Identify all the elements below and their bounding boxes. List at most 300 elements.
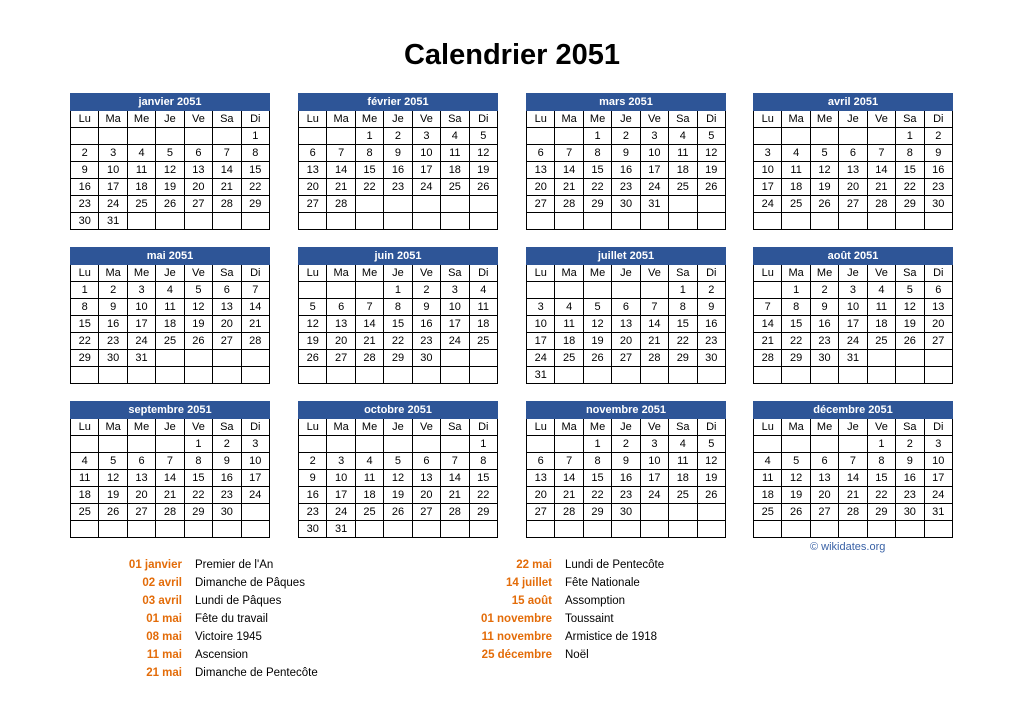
month-header: juillet 2051 xyxy=(527,248,726,265)
day-cell: 1 xyxy=(583,436,611,453)
day-cell: 29 xyxy=(469,504,497,521)
empty-day-cell xyxy=(412,213,440,230)
empty-day-cell xyxy=(127,521,155,538)
month-table xyxy=(526,401,726,538)
empty-day-cell xyxy=(583,213,611,230)
day-cell: 21 xyxy=(839,487,867,504)
day-cell: 6 xyxy=(839,145,867,162)
empty-day-cell xyxy=(213,350,241,367)
day-cell: 3 xyxy=(640,128,668,145)
empty-day-cell xyxy=(697,367,725,384)
weekday-label: Ve xyxy=(640,265,668,282)
day-cell: 26 xyxy=(299,350,327,367)
day-cell: 25 xyxy=(867,333,895,350)
day-cell: 30 xyxy=(697,350,725,367)
weekday-label: Ve xyxy=(867,265,895,282)
day-cell: 20 xyxy=(924,316,952,333)
weekday-label: Sa xyxy=(213,265,241,282)
day-cell: 7 xyxy=(754,299,782,316)
weekday-label: Me xyxy=(355,265,383,282)
day-cell: 28 xyxy=(327,196,355,213)
empty-day-cell xyxy=(441,367,469,384)
day-cell: 3 xyxy=(924,436,952,453)
empty-day-cell xyxy=(583,367,611,384)
day-cell: 16 xyxy=(99,316,127,333)
day-cell: 15 xyxy=(384,316,412,333)
day-cell: 8 xyxy=(355,145,383,162)
empty-day-cell xyxy=(355,521,383,538)
empty-day-cell xyxy=(924,213,952,230)
holiday-name: Victoire 1945 xyxy=(195,631,262,643)
day-cell: 15 xyxy=(583,470,611,487)
day-cell: 29 xyxy=(669,350,697,367)
empty-day-cell xyxy=(241,213,269,230)
day-cell: 12 xyxy=(469,145,497,162)
day-cell: 8 xyxy=(782,299,810,316)
day-cell: 29 xyxy=(583,196,611,213)
day-cell: 28 xyxy=(555,504,583,521)
day-cell: 21 xyxy=(213,179,241,196)
day-cell: 14 xyxy=(441,470,469,487)
weekday-label: Me xyxy=(810,419,838,436)
day-cell: 2 xyxy=(213,436,241,453)
empty-day-cell xyxy=(71,128,99,145)
day-cell: 24 xyxy=(839,333,867,350)
day-cell: 20 xyxy=(327,333,355,350)
day-cell: 4 xyxy=(555,299,583,316)
day-cell: 8 xyxy=(583,453,611,470)
weekday-label: Ve xyxy=(640,111,668,128)
day-cell: 20 xyxy=(810,487,838,504)
empty-day-cell xyxy=(327,213,355,230)
day-cell: 23 xyxy=(697,333,725,350)
weekday-label: Sa xyxy=(441,419,469,436)
day-cell: 8 xyxy=(71,299,99,316)
weekday-label: Ve xyxy=(867,419,895,436)
day-cell: 20 xyxy=(213,316,241,333)
empty-day-cell xyxy=(754,128,782,145)
empty-day-cell xyxy=(355,282,383,299)
empty-day-cell xyxy=(71,436,99,453)
holiday-name: Assomption xyxy=(565,595,626,607)
weekday-label: Me xyxy=(810,265,838,282)
weekday-label: Sa xyxy=(896,265,924,282)
day-cell: 6 xyxy=(810,453,838,470)
empty-day-cell xyxy=(441,196,469,213)
day-cell: 3 xyxy=(839,282,867,299)
day-cell: 20 xyxy=(127,487,155,504)
empty-day-cell xyxy=(782,213,810,230)
holiday-row xyxy=(0,610,664,628)
empty-day-cell xyxy=(327,436,355,453)
empty-day-cell xyxy=(469,213,497,230)
holiday-date: 01 janvier xyxy=(128,559,182,571)
empty-day-cell xyxy=(412,367,440,384)
day-cell: 20 xyxy=(184,179,212,196)
day-cell: 18 xyxy=(156,316,184,333)
empty-day-cell xyxy=(810,521,838,538)
day-cell: 21 xyxy=(156,487,184,504)
day-cell: 18 xyxy=(867,316,895,333)
day-cell: 5 xyxy=(697,128,725,145)
day-cell: 10 xyxy=(839,299,867,316)
weekday-label: Lu xyxy=(527,111,555,128)
day-cell: 11 xyxy=(555,316,583,333)
weekday-label: Lu xyxy=(527,265,555,282)
weekday-label: Di xyxy=(924,111,952,128)
day-cell: 7 xyxy=(555,145,583,162)
day-cell: 31 xyxy=(839,350,867,367)
weekday-label: Je xyxy=(156,111,184,128)
month-table xyxy=(70,401,270,538)
day-cell: 11 xyxy=(669,453,697,470)
day-cell: 22 xyxy=(241,179,269,196)
day-cell: 4 xyxy=(469,282,497,299)
month-table xyxy=(70,247,270,384)
month-table xyxy=(298,401,498,538)
day-cell: 2 xyxy=(924,128,952,145)
day-cell: 19 xyxy=(156,179,184,196)
day-cell: 18 xyxy=(669,162,697,179)
empty-day-cell xyxy=(355,213,383,230)
weekday-label: Ma xyxy=(555,419,583,436)
weekday-label: Me xyxy=(810,111,838,128)
day-cell: 19 xyxy=(782,487,810,504)
day-cell: 6 xyxy=(184,145,212,162)
weekday-label: Me xyxy=(127,419,155,436)
day-cell: 27 xyxy=(810,504,838,521)
empty-day-cell xyxy=(412,521,440,538)
day-cell: 1 xyxy=(184,436,212,453)
empty-day-cell xyxy=(127,128,155,145)
empty-day-cell xyxy=(867,367,895,384)
weekday-label: Sa xyxy=(896,419,924,436)
month-table xyxy=(753,401,953,538)
month-table xyxy=(526,93,726,230)
day-cell: 6 xyxy=(299,145,327,162)
empty-day-cell xyxy=(782,436,810,453)
empty-day-cell xyxy=(924,350,952,367)
empty-day-cell xyxy=(441,521,469,538)
empty-day-cell xyxy=(441,350,469,367)
day-cell: 13 xyxy=(299,162,327,179)
day-cell: 29 xyxy=(241,196,269,213)
month-table xyxy=(70,93,270,230)
month-table xyxy=(298,93,498,230)
day-cell: 5 xyxy=(469,128,497,145)
day-cell: 21 xyxy=(441,487,469,504)
day-cell: 3 xyxy=(527,299,555,316)
empty-day-cell xyxy=(754,367,782,384)
day-cell: 15 xyxy=(241,162,269,179)
holiday-name: Dimanche de Pentecôte xyxy=(195,667,318,679)
day-cell: 17 xyxy=(924,470,952,487)
day-cell: 26 xyxy=(782,504,810,521)
holiday-date: 25 décembre xyxy=(481,649,552,661)
day-cell: 11 xyxy=(469,299,497,316)
holiday-date: 01 mai xyxy=(146,613,182,625)
day-cell: 27 xyxy=(527,196,555,213)
day-cell: 21 xyxy=(754,333,782,350)
day-cell: 13 xyxy=(412,470,440,487)
empty-day-cell xyxy=(213,213,241,230)
empty-day-cell xyxy=(839,521,867,538)
day-cell: 31 xyxy=(99,213,127,230)
day-cell: 24 xyxy=(754,196,782,213)
weekday-label: Je xyxy=(612,419,640,436)
day-cell: 14 xyxy=(241,299,269,316)
day-cell: 2 xyxy=(384,128,412,145)
weekday-label: Lu xyxy=(754,419,782,436)
day-cell: 25 xyxy=(754,504,782,521)
weekday-label: Je xyxy=(384,419,412,436)
day-cell: 22 xyxy=(583,179,611,196)
empty-day-cell xyxy=(327,282,355,299)
day-cell: 17 xyxy=(640,470,668,487)
day-cell: 19 xyxy=(697,470,725,487)
day-cell: 31 xyxy=(640,196,668,213)
weekday-label: Ve xyxy=(184,111,212,128)
weekday-label: Ma xyxy=(99,419,127,436)
day-cell: 23 xyxy=(384,179,412,196)
day-cell: 8 xyxy=(241,145,269,162)
weekday-label: Me xyxy=(127,265,155,282)
day-cell: 23 xyxy=(612,179,640,196)
day-cell: 17 xyxy=(441,316,469,333)
day-cell: 13 xyxy=(527,470,555,487)
day-cell: 19 xyxy=(896,316,924,333)
day-cell: 16 xyxy=(810,316,838,333)
day-cell: 13 xyxy=(327,316,355,333)
empty-day-cell xyxy=(384,521,412,538)
day-cell: 26 xyxy=(99,504,127,521)
holiday-name: Armistice de 1918 xyxy=(565,631,658,643)
day-cell: 23 xyxy=(99,333,127,350)
empty-day-cell xyxy=(184,521,212,538)
day-cell: 30 xyxy=(896,504,924,521)
empty-day-cell xyxy=(754,213,782,230)
holiday-date: 01 novembre xyxy=(481,613,552,625)
day-cell: 31 xyxy=(327,521,355,538)
day-cell: 17 xyxy=(527,333,555,350)
day-cell: 11 xyxy=(355,470,383,487)
copyright-notice: © wikidates.org xyxy=(810,541,886,553)
day-cell: 23 xyxy=(71,196,99,213)
day-cell: 29 xyxy=(583,504,611,521)
month-table xyxy=(526,247,726,384)
weekday-label: Je xyxy=(384,265,412,282)
day-cell: 22 xyxy=(184,487,212,504)
day-cell: 13 xyxy=(839,162,867,179)
weekday-label: Ve xyxy=(640,419,668,436)
day-cell: 24 xyxy=(924,487,952,504)
empty-day-cell xyxy=(782,128,810,145)
day-cell: 4 xyxy=(669,436,697,453)
day-cell: 16 xyxy=(612,470,640,487)
day-cell: 6 xyxy=(127,453,155,470)
day-cell: 26 xyxy=(156,196,184,213)
day-cell: 1 xyxy=(71,282,99,299)
month-table xyxy=(753,247,953,384)
day-cell: 26 xyxy=(469,179,497,196)
day-cell: 8 xyxy=(669,299,697,316)
empty-day-cell xyxy=(810,128,838,145)
day-cell: 21 xyxy=(555,179,583,196)
day-cell: 4 xyxy=(71,453,99,470)
empty-day-cell xyxy=(441,213,469,230)
day-cell: 4 xyxy=(156,282,184,299)
day-cell: 20 xyxy=(612,333,640,350)
day-cell: 30 xyxy=(412,350,440,367)
month-header: octobre 2051 xyxy=(299,402,498,419)
weekday-label: Lu xyxy=(299,419,327,436)
day-cell: 10 xyxy=(127,299,155,316)
day-cell: 10 xyxy=(241,453,269,470)
day-cell: 26 xyxy=(583,350,611,367)
empty-day-cell xyxy=(469,521,497,538)
empty-day-cell xyxy=(555,282,583,299)
day-cell: 24 xyxy=(327,504,355,521)
day-cell: 19 xyxy=(184,316,212,333)
day-cell: 1 xyxy=(241,128,269,145)
day-cell: 11 xyxy=(156,299,184,316)
empty-day-cell xyxy=(754,282,782,299)
empty-day-cell xyxy=(839,367,867,384)
weekday-label: Ma xyxy=(327,111,355,128)
weekday-label: Lu xyxy=(299,265,327,282)
day-cell: 15 xyxy=(184,470,212,487)
empty-day-cell xyxy=(527,436,555,453)
day-cell: 4 xyxy=(127,145,155,162)
empty-day-cell xyxy=(327,367,355,384)
empty-day-cell xyxy=(412,196,440,213)
day-cell: 13 xyxy=(924,299,952,316)
weekday-label: Lu xyxy=(754,265,782,282)
empty-day-cell xyxy=(355,196,383,213)
holiday-name: Toussaint xyxy=(565,613,614,625)
day-cell: 11 xyxy=(669,145,697,162)
empty-day-cell xyxy=(640,504,668,521)
weekday-label: Ma xyxy=(99,111,127,128)
weekday-label: Di xyxy=(469,111,497,128)
weekday-label: Me xyxy=(583,265,611,282)
day-cell: 11 xyxy=(127,162,155,179)
day-cell: 26 xyxy=(384,504,412,521)
empty-day-cell xyxy=(527,282,555,299)
day-cell: 12 xyxy=(697,145,725,162)
empty-day-cell xyxy=(469,196,497,213)
month-table xyxy=(298,247,498,384)
day-cell: 27 xyxy=(839,196,867,213)
day-cell: 24 xyxy=(127,333,155,350)
day-cell: 19 xyxy=(99,487,127,504)
day-cell: 30 xyxy=(71,213,99,230)
empty-day-cell xyxy=(213,128,241,145)
weekday-label: Di xyxy=(241,419,269,436)
day-cell: 5 xyxy=(810,145,838,162)
day-cell: 12 xyxy=(184,299,212,316)
day-cell: 17 xyxy=(327,487,355,504)
day-cell: 12 xyxy=(810,162,838,179)
day-cell: 25 xyxy=(355,504,383,521)
day-cell: 14 xyxy=(156,470,184,487)
day-cell: 19 xyxy=(469,162,497,179)
day-cell: 25 xyxy=(669,179,697,196)
empty-day-cell xyxy=(299,436,327,453)
day-cell: 30 xyxy=(99,350,127,367)
empty-day-cell xyxy=(583,521,611,538)
holiday-name: Lundi de Pâques xyxy=(195,595,282,607)
weekday-label: Ve xyxy=(184,419,212,436)
day-cell: 25 xyxy=(469,333,497,350)
day-cell: 2 xyxy=(299,453,327,470)
weekday-label: Ma xyxy=(782,419,810,436)
holiday-row xyxy=(0,592,664,610)
day-cell: 8 xyxy=(184,453,212,470)
day-cell: 12 xyxy=(583,316,611,333)
day-cell: 13 xyxy=(213,299,241,316)
day-cell: 14 xyxy=(754,316,782,333)
day-cell: 2 xyxy=(612,128,640,145)
empty-day-cell xyxy=(640,367,668,384)
day-cell: 26 xyxy=(697,487,725,504)
day-cell: 4 xyxy=(867,282,895,299)
day-cell: 21 xyxy=(867,179,895,196)
day-cell: 1 xyxy=(896,128,924,145)
day-cell: 18 xyxy=(441,162,469,179)
empty-day-cell xyxy=(299,213,327,230)
empty-day-cell xyxy=(612,282,640,299)
day-cell: 17 xyxy=(99,179,127,196)
holiday-date: 15 août xyxy=(511,595,552,607)
day-cell: 4 xyxy=(782,145,810,162)
day-cell: 7 xyxy=(441,453,469,470)
day-cell: 10 xyxy=(441,299,469,316)
empty-day-cell xyxy=(127,436,155,453)
empty-day-cell xyxy=(469,350,497,367)
day-cell: 24 xyxy=(99,196,127,213)
weekday-label: Ve xyxy=(412,419,440,436)
day-cell: 22 xyxy=(782,333,810,350)
day-cell: 17 xyxy=(127,316,155,333)
day-cell: 29 xyxy=(896,196,924,213)
empty-day-cell xyxy=(867,213,895,230)
month-header: décembre 2051 xyxy=(754,402,953,419)
empty-day-cell xyxy=(810,213,838,230)
empty-day-cell xyxy=(184,128,212,145)
holiday-name: Dimanche de Pâques xyxy=(195,577,305,589)
day-cell: 29 xyxy=(782,350,810,367)
day-cell: 14 xyxy=(355,316,383,333)
empty-day-cell xyxy=(754,436,782,453)
empty-day-cell xyxy=(184,350,212,367)
empty-day-cell xyxy=(612,213,640,230)
empty-day-cell xyxy=(839,128,867,145)
day-cell: 27 xyxy=(924,333,952,350)
day-cell: 3 xyxy=(754,145,782,162)
day-cell: 27 xyxy=(299,196,327,213)
weekday-label: Je xyxy=(612,265,640,282)
weekday-label: Lu xyxy=(71,111,99,128)
day-cell: 27 xyxy=(327,350,355,367)
holiday-date: 08 mai xyxy=(146,631,182,643)
day-cell: 22 xyxy=(669,333,697,350)
empty-day-cell xyxy=(71,367,99,384)
day-cell: 2 xyxy=(71,145,99,162)
day-cell: 5 xyxy=(384,453,412,470)
empty-day-cell xyxy=(867,350,895,367)
day-cell: 29 xyxy=(71,350,99,367)
